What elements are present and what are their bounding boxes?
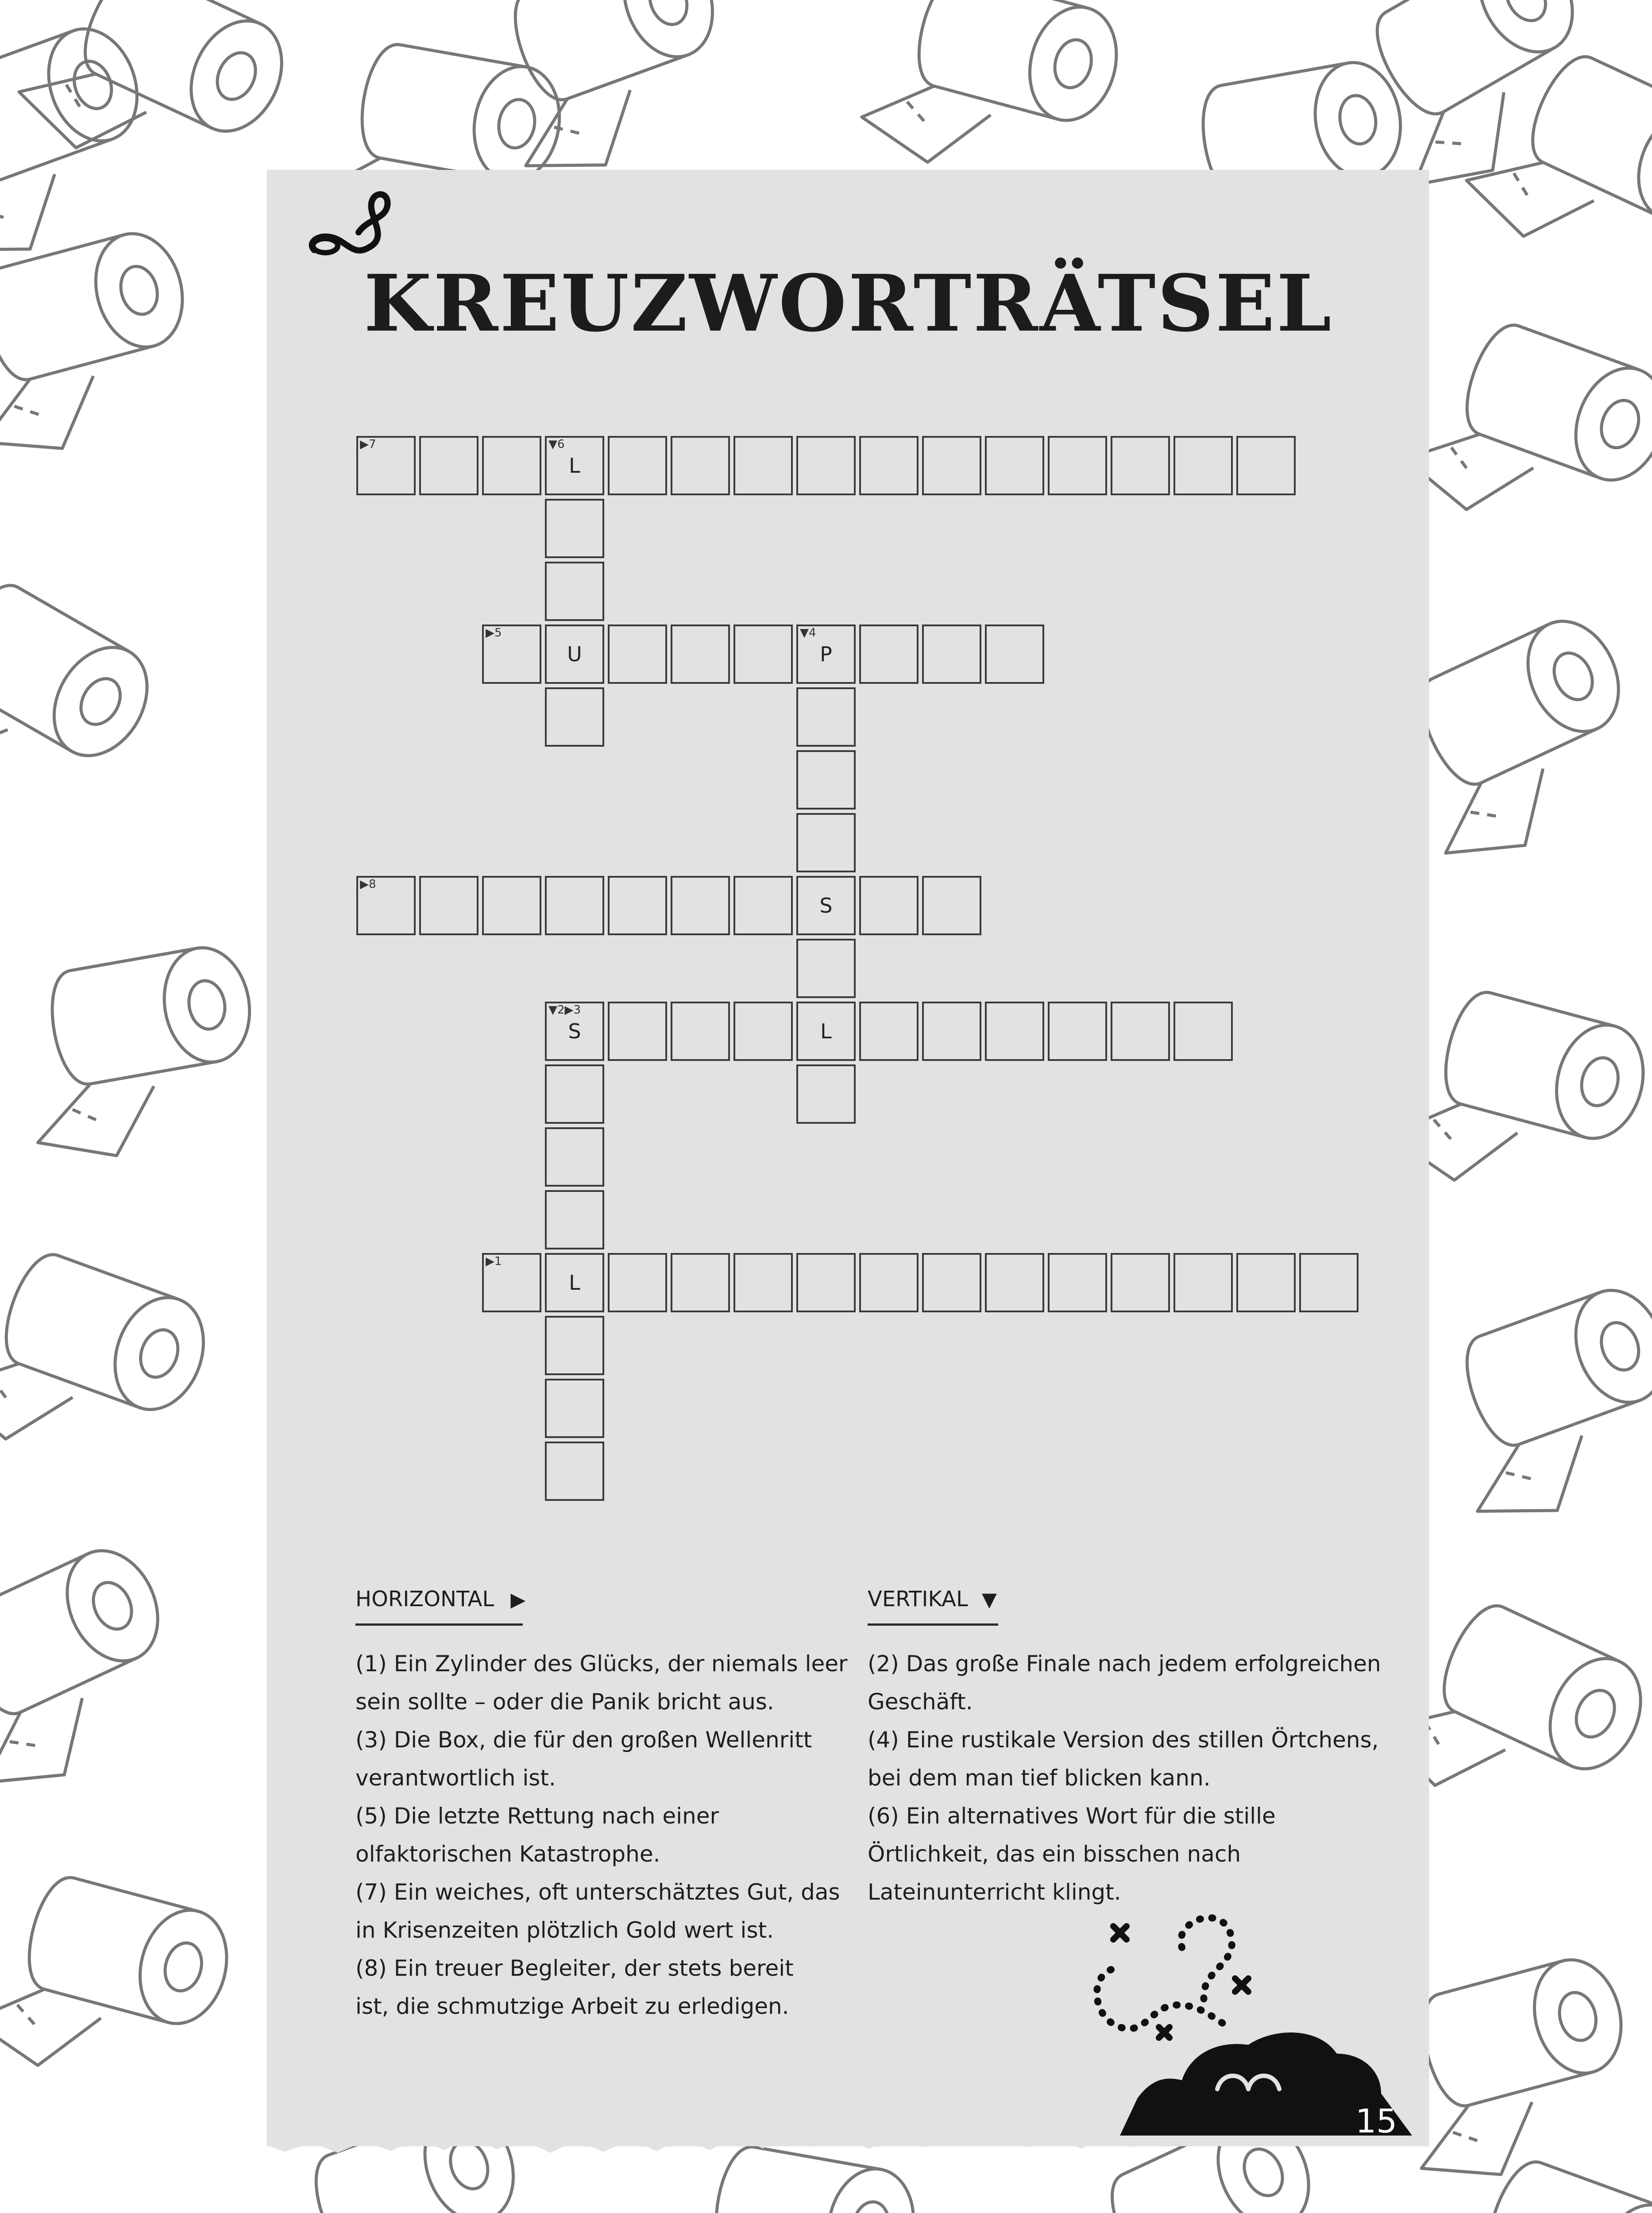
crossword-cell[interactable]	[671, 625, 730, 684]
cell-letter: P	[820, 642, 832, 666]
crossword-cell[interactable]	[859, 1253, 919, 1312]
crossword-cell[interactable]	[859, 1002, 919, 1061]
cell-letter: L	[569, 1271, 580, 1295]
crossword-cell[interactable]	[545, 499, 604, 558]
toilet-roll-icon	[0, 556, 166, 837]
crossword-cell[interactable]	[796, 876, 856, 935]
clue-line: sein sollte – oder die Panik bricht aus.	[355, 1689, 774, 1715]
crossword-cell[interactable]	[419, 436, 479, 495]
crossword-cell[interactable]	[1111, 1002, 1170, 1061]
crossword-cell[interactable]	[859, 436, 919, 495]
crossword-cell[interactable]	[796, 750, 856, 810]
crossword-cell[interactable]	[608, 436, 667, 495]
clue-line: Örtlichkeit, das ein bisschen nach	[868, 1841, 1241, 1867]
crossword-cell[interactable]	[922, 625, 981, 684]
crossword-cell[interactable]	[733, 625, 793, 684]
toilet-roll-icon	[0, 224, 214, 468]
clue-number: ▼2▶3	[548, 1003, 581, 1017]
clue-line: Lateinunterricht klingt.	[868, 1879, 1121, 1905]
crossword-cell[interactable]	[545, 1127, 604, 1187]
crossword-cell[interactable]	[1048, 436, 1107, 495]
vertical-clues	[868, 1645, 1381, 1911]
crossword-cell[interactable]	[985, 625, 1044, 684]
vertical-heading	[868, 1587, 997, 1612]
crossword-cell[interactable]	[671, 1253, 730, 1312]
crossword-cell[interactable]	[545, 562, 604, 621]
crossword-cell[interactable]	[796, 625, 856, 684]
cell-letter: U	[567, 642, 582, 666]
crossword-cell[interactable]	[1048, 1002, 1107, 1061]
crossword-cell[interactable]	[796, 939, 856, 998]
crossword-cell[interactable]	[671, 876, 730, 935]
clue-number: ▶7	[360, 438, 376, 451]
clue-number: ▶1	[486, 1255, 502, 1268]
crossword-cell[interactable]	[1111, 436, 1170, 495]
crossword-cell[interactable]	[1299, 1253, 1359, 1312]
crossword-cell[interactable]	[545, 1316, 604, 1375]
crossword-cell[interactable]	[419, 876, 479, 935]
crossword-cell[interactable]	[482, 625, 541, 684]
crossword-cell[interactable]	[608, 1002, 667, 1061]
page-number: 15	[1355, 2102, 1397, 2140]
cell-letter: L	[569, 454, 580, 478]
clue-number: ▼4	[800, 626, 816, 640]
cell-letter: S	[819, 894, 833, 918]
crossword-cell[interactable]	[796, 687, 856, 747]
clue-line: (4) Eine rustikale Version des stillen Örtchens,	[868, 1727, 1379, 1753]
toilet-roll-icon	[0, 16, 178, 275]
crossword-cell[interactable]	[671, 436, 730, 495]
crossword-cell[interactable]	[545, 1379, 604, 1438]
horizontal-heading-rule	[355, 1623, 523, 1626]
crossword-cell[interactable]	[922, 1002, 981, 1061]
clue-line: in Krisenzeiten plötzlich Gold wert ist.	[355, 1917, 774, 1943]
toilet-roll-icon	[0, 1234, 218, 1493]
crossword-cell[interactable]	[482, 436, 541, 495]
clue-line: (3) Die Box, die für den großen Wellenritt	[355, 1727, 812, 1753]
clue-line: (6) Ein alternatives Wort für die stille	[868, 1803, 1276, 1829]
crossword-cell[interactable]	[1173, 1002, 1233, 1061]
toilet-roll-icon	[1421, 1278, 1652, 1536]
crossword-cell[interactable]	[545, 1442, 604, 1501]
toilet-roll-icon	[9, 941, 271, 1169]
crossword-cell[interactable]	[796, 1002, 856, 1061]
cell-letter: S	[568, 1019, 581, 1043]
crossword-cell[interactable]	[733, 436, 793, 495]
crossword-cell[interactable]	[1173, 1253, 1233, 1312]
crossword-cell[interactable]	[733, 1253, 793, 1312]
crossword-cell[interactable]	[859, 625, 919, 684]
clue-number: ▶5	[486, 626, 502, 640]
cell-letter: L	[820, 1019, 832, 1043]
crossword-cell[interactable]	[608, 625, 667, 684]
toilet-roll-icon	[1418, 2142, 1652, 2213]
clue-line: olfaktorischen Katastrophe.	[355, 1841, 660, 1867]
clue-line: (7) Ein weiches, oft unterschätztes Gut, das	[355, 1879, 840, 1905]
crossword-cell[interactable]	[545, 1064, 604, 1124]
clue-line: (2) Das große Finale nach jedem erfolgreichen	[868, 1651, 1381, 1677]
clue-line: verantwortlich ist.	[355, 1765, 556, 1791]
crossword-cell[interactable]	[985, 1002, 1044, 1061]
clue-line: (5) Die letzte Rettung nach einer	[355, 1803, 719, 1829]
crossword-cell[interactable]	[482, 1253, 541, 1312]
clue-number: ▶8	[360, 878, 376, 891]
crossword-cell[interactable]	[796, 1064, 856, 1124]
crossword-cell[interactable]	[733, 876, 793, 935]
page-title: KREUZWORTRÄTSEL	[364, 258, 1333, 349]
crossword-cell[interactable]	[796, 436, 856, 495]
crossword-cell[interactable]	[859, 876, 919, 935]
down-arrow-icon: ▼	[981, 1588, 997, 1611]
crossword-cell[interactable]	[482, 876, 541, 935]
toilet-roll-icon	[0, 1862, 239, 2106]
crossword-cell[interactable]	[356, 436, 416, 495]
crossword-cell[interactable]	[733, 1002, 793, 1061]
crossword-cell[interactable]	[922, 1253, 981, 1312]
crossword-cell[interactable]	[1236, 1253, 1296, 1312]
crossword-cell[interactable]	[1173, 436, 1233, 495]
crossword-cell[interactable]	[545, 436, 604, 495]
crossword-cell[interactable]	[608, 1253, 667, 1312]
crossword-cell[interactable]	[545, 1253, 604, 1312]
clue-line: bei dem man tief blicken kann.	[868, 1765, 1211, 1791]
right-arrow-icon: ▶	[510, 1588, 526, 1611]
vertical-heading-label: VERTIKAL	[868, 1587, 968, 1612]
crossword-cell[interactable]	[985, 436, 1044, 495]
crossword-cell[interactable]	[545, 876, 604, 935]
clue-line: (1) Ein Zylinder des Glücks, der niemals leer	[355, 1651, 848, 1677]
toilet-roll-icon	[470, 0, 753, 191]
crossword-cell[interactable]	[545, 625, 604, 684]
squiggle-logo-icon	[305, 188, 394, 268]
horizontal-heading-label: HORIZONTAL	[355, 1587, 494, 1612]
crossword-cell[interactable]	[545, 687, 604, 747]
toilet-roll-icon	[1396, 305, 1652, 563]
crossword-cell[interactable]	[796, 813, 856, 872]
crossword-cell[interactable]	[922, 876, 981, 935]
clue-line: Geschäft.	[868, 1689, 973, 1715]
toilet-roll-icon	[1455, 32, 1652, 303]
crossword-cell[interactable]	[796, 1253, 856, 1312]
crossword-cell[interactable]	[356, 876, 416, 935]
crossword-cell[interactable]	[1111, 1253, 1170, 1312]
crossword-cell[interactable]	[922, 436, 981, 495]
toilet-roll-icon	[0, 1536, 207, 1807]
clue-line: (8) Ein treuer Begleiter, der stets bereit	[355, 1955, 794, 1981]
crossword-cell[interactable]	[545, 1190, 604, 1249]
vertical-heading-rule	[868, 1623, 998, 1626]
crossword-cell[interactable]	[1236, 436, 1296, 495]
crossword-cell[interactable]	[1048, 1253, 1107, 1312]
crossword-cell[interactable]	[985, 1253, 1044, 1312]
clue-number: ▼6	[548, 438, 565, 451]
crossword-cell[interactable]	[608, 876, 667, 935]
clue-line: ist, die schmutzige Arbeit zu erledigen.	[355, 1993, 789, 2019]
crossword-cell[interactable]	[545, 1002, 604, 1061]
horizontal-heading	[355, 1587, 525, 1612]
crossword-cell[interactable]	[671, 1002, 730, 1061]
horizontal-clues	[355, 1645, 848, 2025]
